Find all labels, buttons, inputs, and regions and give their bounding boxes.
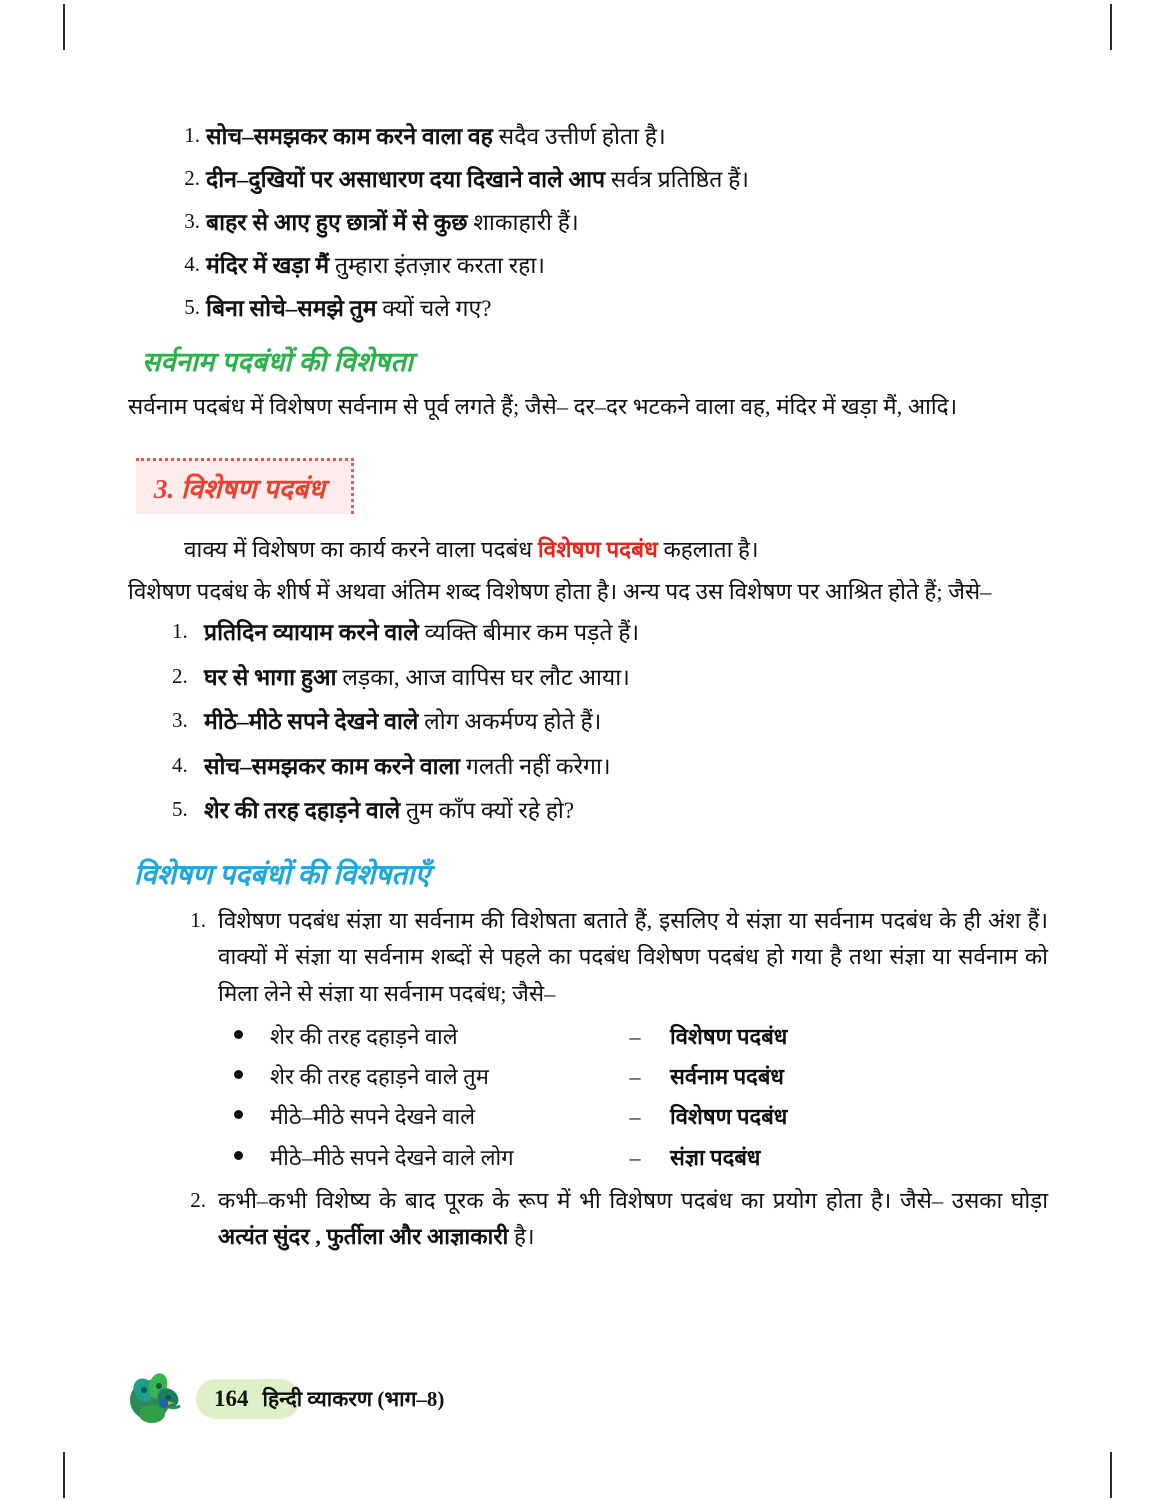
intro-post-text: कहलाता है। <box>657 536 759 562</box>
list-item <box>128 120 1048 154</box>
bullet-phrase: मीठे–मीठे सपने देखने वाले <box>270 1104 476 1130</box>
list-item-number: 4. <box>172 752 188 777</box>
bullet-phrase: शेर की तरह दहाड़ने वाले <box>270 1024 458 1050</box>
list-item-bold-phrase: सोच–समझकर काम करने वाला वह <box>206 124 493 149</box>
feature-examples-bullets <box>218 1020 1048 1174</box>
list-item-bold-phrase: प्रतिदिन व्यायाम करने वाले <box>204 620 419 646</box>
list-item-number: 3. <box>184 209 200 234</box>
bullet-dash: – <box>629 1144 641 1170</box>
list-item <box>128 750 1048 785</box>
heading-visheshan-padbandh-box <box>136 458 354 514</box>
feature-item-line2-post: है। <box>508 1224 535 1250</box>
list-item-text: लड़का, आज वापिस घर लौट आया। <box>336 664 630 690</box>
list-item-text: तुम्हारा इंतज़ार करता रहा। <box>329 253 546 279</box>
bullet-dot-icon <box>234 1110 243 1119</box>
heading-box <box>136 458 354 514</box>
feature-item-line2-pre: जैसे– उसका घोड़ा <box>899 1187 1049 1213</box>
crop-mark-top-right <box>1110 4 1112 50</box>
bullet-dash: – <box>629 1024 641 1050</box>
list-item-text: तुम काँप क्यों रहे हो? <box>400 798 575 824</box>
list-item-text: गलती नहीं करेगा। <box>460 753 611 779</box>
list-item <box>128 705 1048 740</box>
intro-highlight-term: विशेषण पदबंध <box>537 536 658 562</box>
feature-item-text-line1: कभी–कभी विशेष्य के बाद पूरक के रूप में भी विशेषण पदबंध का प्रयोग होता है। <box>218 1187 892 1213</box>
list-item-text: व्यक्ति बीमार कम पड़ते हैं। <box>418 620 640 646</box>
feature-item-number: 1. <box>190 907 206 932</box>
list-item-bold-phrase: दीन–दुखियों पर असाधारण दया दिखाने वाले आप <box>206 167 606 193</box>
visheshan-definition-paragraph: विशेषण पदबंध के शीर्ष में अथवा अंतिम शब्द विशेषण होता है। अन्य पद उस विशेषण पर आश्रित होते हैं; जैसे– <box>128 579 992 605</box>
list-item-number: 1. <box>184 123 200 147</box>
page-footer <box>128 1370 444 1428</box>
list-item <box>218 1060 1048 1094</box>
intro-pre-text: वाक्य में विशेषण का कार्य करने वाला पदबंध <box>184 536 538 562</box>
sarvanam-examples-list <box>128 120 1048 326</box>
heading-box-label: 3. विशेषण पदबंध <box>154 473 325 504</box>
list-item <box>218 1020 1048 1054</box>
list-item-number: 5. <box>184 295 200 320</box>
bullet-dash: – <box>629 1064 641 1090</box>
list-item <box>128 163 1048 197</box>
list-item-bold-phrase: घर से भागा हुआ <box>204 664 337 690</box>
list-item-bold-phrase: शेर की तरह दहाड़ने वाले <box>204 798 401 824</box>
bullet-label: विशेषण पदबंध <box>670 1104 788 1130</box>
list-item <box>128 794 1048 829</box>
bullet-phrase: मीठे–मीठे सपने देखने वाले लोग <box>270 1144 514 1170</box>
visheshan-examples-list <box>128 616 1048 829</box>
feature-item-2 <box>128 1183 1048 1256</box>
list-item-text: सर्वत्र प्रतिष्ठित हैं। <box>605 167 750 193</box>
page-number: 164 <box>214 1386 249 1411</box>
list-item-number: 2. <box>184 166 200 191</box>
peacock-icon <box>128 1370 204 1428</box>
features-list <box>128 903 1048 1256</box>
feature-item-number: 2. <box>190 1187 206 1212</box>
page-number-group <box>214 1385 444 1413</box>
bullet-phrase: शेर की तरह दहाड़ने वाले तुम <box>270 1064 489 1090</box>
feature-item-line2-bold: अत्यंत सुंदर , फुर्तीला और आज्ञाकारी <box>218 1224 509 1250</box>
list-item-number: 2. <box>172 663 188 688</box>
list-item <box>128 616 1048 651</box>
list-item-text: क्यों चले गए? <box>376 296 492 322</box>
bullet-label: विशेषण पदबंध <box>670 1024 788 1050</box>
list-item <box>218 1100 1048 1134</box>
list-item-bold-phrase: बाहर से आए हुए छात्रों में से कुछ <box>206 210 468 236</box>
bullet-dot-icon <box>234 1151 243 1160</box>
list-item-bold-phrase: सोच–समझकर काम करने वाला <box>204 753 461 779</box>
visheshan-intro-paragraph <box>128 532 1048 568</box>
feature-item-1 <box>128 903 1048 1175</box>
list-item-text: लोग अकर्मण्य होते हैं। <box>418 709 602 735</box>
bullet-dash: – <box>629 1104 641 1130</box>
list-item-number: 5. <box>172 797 188 822</box>
crop-mark-bottom-left <box>63 1452 65 1498</box>
list-item <box>128 249 1048 283</box>
list-item-number: 3. <box>172 708 188 733</box>
list-item-text: सदैव उत्तीर्ण होता है। <box>492 124 666 149</box>
list-item-bold-phrase: बिना सोचे–समझे तुम <box>206 296 377 322</box>
bullet-label: संज्ञा पदबंध <box>670 1144 761 1170</box>
list-item <box>218 1141 1048 1175</box>
sarvanam-paragraph: सर्वनाम पदबंध में विशेषण सर्वनाम से पूर्व लगते हैं; जैसे– दर–दर भटकने वाला वह, मंदिर में खड़ा मैं, आदि। <box>128 394 958 420</box>
crop-mark-bottom-right <box>1110 1452 1112 1498</box>
page-content <box>128 120 1048 1260</box>
bullet-dot-icon <box>234 1030 243 1039</box>
list-item-text: शाकाहारी हैं। <box>467 210 579 236</box>
bullet-label: सर्वनाम पदबंध <box>670 1064 784 1090</box>
list-item <box>128 206 1048 240</box>
bullet-dot-icon <box>234 1070 243 1079</box>
list-item-number: 4. <box>184 252 200 277</box>
feature-item-text: विशेषण पदबंध संज्ञा या सर्वनाम की विशेषता बताते हैं, इसलिए ये संज्ञा या सर्वनाम पदबंध के ही अंश हैं। वाक्यों में संज्ञा या सर्वनाम शब्दों से पहले का पदबंध विशेषण पदबंध हो गया है तथा संज्ञा या सर्वनाम को मिला लेने से संज्ञा या सर्वनाम पदबंध; जैसे– <box>218 907 1048 1006</box>
list-item-bold-phrase: मंदिर में खड़ा मैं <box>206 253 330 279</box>
list-item <box>128 292 1048 326</box>
list-item-bold-phrase: मीठे–मीठे सपने देखने वाले <box>204 709 419 735</box>
footer-book-title: हिन्दी व्याकरण (भाग–8) <box>262 1387 445 1411</box>
list-item-number: 1. <box>172 619 188 644</box>
heading-visheshan-visheshtaen: विशेषण पदबंधों की विशेषताएँ <box>134 859 431 891</box>
heading-sarvanam-visheshta: सर्वनाम पदबंधों की विशेषता <box>142 347 414 378</box>
crop-mark-top-left <box>63 4 65 50</box>
list-item <box>128 661 1048 696</box>
